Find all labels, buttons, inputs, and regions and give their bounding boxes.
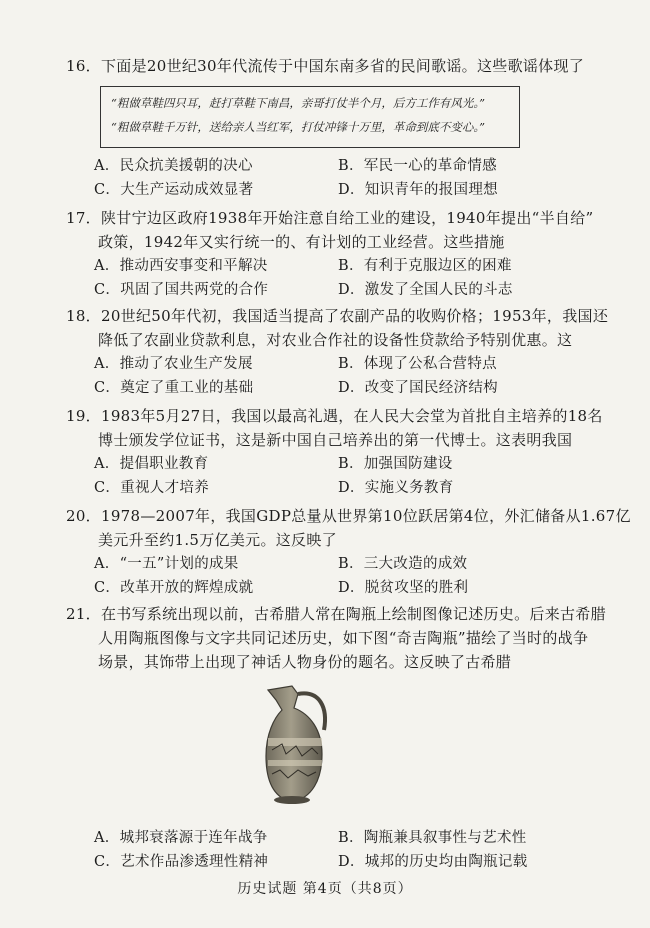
option-a[interactable]: A．推动西安事变和平解决 bbox=[94, 258, 268, 274]
option-b[interactable]: B．加强国防建设 bbox=[338, 456, 453, 472]
chigi-vase-image bbox=[258, 684, 348, 808]
option-d[interactable]: D．实施义务教育 bbox=[338, 480, 454, 496]
option-c[interactable]: C．大生产运动成效显著 bbox=[94, 182, 254, 198]
option-d[interactable]: D．激发了全国人民的斗志 bbox=[338, 282, 513, 298]
option-c[interactable]: C．艺术作品渗透理性精神 bbox=[94, 854, 269, 870]
option-a[interactable]: A．“一五”计划的成果 bbox=[94, 556, 239, 572]
question-18-stem-line-2: 降低了农副业贷款利息，对农业合作社的设备性贷款给予特别优惠。这 bbox=[98, 331, 573, 349]
option-a[interactable]: A．推动了农业生产发展 bbox=[94, 356, 253, 372]
question-18-stem-line-1: 18．20世纪50年代初，我国适当提高了农副产品的收购价格；1953年，我国还 bbox=[66, 307, 609, 325]
option-b[interactable]: B．军民一心的革命情感 bbox=[338, 158, 497, 174]
question-16-stem: 16．下面是20世纪30年代流传于中国东南多省的民间歌谣。这些歌谣体现了 bbox=[66, 57, 585, 75]
question-21-options bbox=[66, 826, 626, 874]
question-21 bbox=[66, 602, 626, 674]
option-a[interactable]: A．提倡职业教育 bbox=[94, 456, 209, 472]
option-d[interactable]: D．知识青年的报国理想 bbox=[338, 182, 498, 198]
question-21-stem-line-1: 21．在书写系统出现以前，古希腊人常在陶瓶上绘制图像记述历史。后来古希腊 bbox=[66, 605, 606, 623]
question-17 bbox=[66, 206, 626, 302]
question-20 bbox=[66, 504, 631, 600]
page-footer: 历史试题 第4页（共8页） bbox=[237, 881, 413, 897]
question-17-stem-line-2: 政策，1942年又实行统一的、有计划的工业经营。这些措施 bbox=[98, 233, 505, 251]
option-c[interactable]: C．奠定了重工业的基础 bbox=[94, 380, 254, 396]
question-19-stem-line-1: 19．1983年5月27日，我国以最高礼遇，在人民大会堂为首批自主培养的18名 bbox=[66, 407, 603, 425]
question-17-stem-line-1: 17．陕甘宁边区政府1938年开始注意自给工业的建设，1940年提出“半自给” bbox=[66, 209, 594, 227]
option-b[interactable]: B．有利于克服边区的困难 bbox=[338, 258, 512, 274]
option-a[interactable]: A．城邦衰落源于连年战争 bbox=[94, 830, 268, 846]
option-b[interactable]: B．陶瓶兼具叙事性与艺术性 bbox=[338, 830, 527, 846]
question-18 bbox=[66, 304, 626, 400]
option-b[interactable]: B．三大改造的成效 bbox=[338, 556, 468, 572]
option-b[interactable]: B．体现了公私合营特点 bbox=[338, 356, 497, 372]
question-16 bbox=[66, 54, 626, 78]
question-20-stem-line-2: 美元升至约1.5万亿美元。这反映了 bbox=[98, 531, 337, 549]
quote-line-1: “粗做草鞋四只耳，赶打草鞋下南昌，亲哥打仗半个月，后方工作有风光。” bbox=[111, 96, 486, 110]
option-a[interactable]: A．民众抗美援朝的决心 bbox=[94, 158, 253, 174]
question-21-stem-line-2: 人用陶瓶图像与文字共同记述历史，如下图“奇吉陶瓶”描绘了当时的战争 bbox=[98, 629, 589, 647]
option-c[interactable]: C．重视人才培养 bbox=[94, 480, 209, 496]
question-21-stem-line-3: 场景，其饰带上出现了神话人物身份的题名。这反映了古希腊 bbox=[98, 653, 512, 671]
question-19-stem-line-2: 博士颁发学位证书，这是新中国自己培养出的第一代博士。这表明我国 bbox=[98, 431, 573, 449]
question-20-stem-line-1: 20．1978—2007年，我国GDP总量从世界第10位跃居第4位，外汇储备从1.67亿 bbox=[66, 507, 631, 525]
option-c[interactable]: C．改革开放的辉煌成就 bbox=[94, 580, 254, 596]
option-d[interactable]: D．脱贫攻坚的胜利 bbox=[338, 580, 469, 596]
folk-song-quote-box bbox=[100, 86, 520, 148]
quote-line-2: “粗做草鞋千万针，送给亲人当红军，打仗冲锋十万里，革命到底不变心。” bbox=[111, 120, 486, 134]
option-c[interactable]: C．巩固了国共两党的合作 bbox=[94, 282, 269, 298]
question-19 bbox=[66, 404, 626, 500]
option-d[interactable]: D．改变了国民经济结构 bbox=[338, 380, 498, 396]
question-16-options bbox=[66, 154, 626, 202]
option-d[interactable]: D．城邦的历史均由陶瓶记载 bbox=[338, 854, 528, 870]
